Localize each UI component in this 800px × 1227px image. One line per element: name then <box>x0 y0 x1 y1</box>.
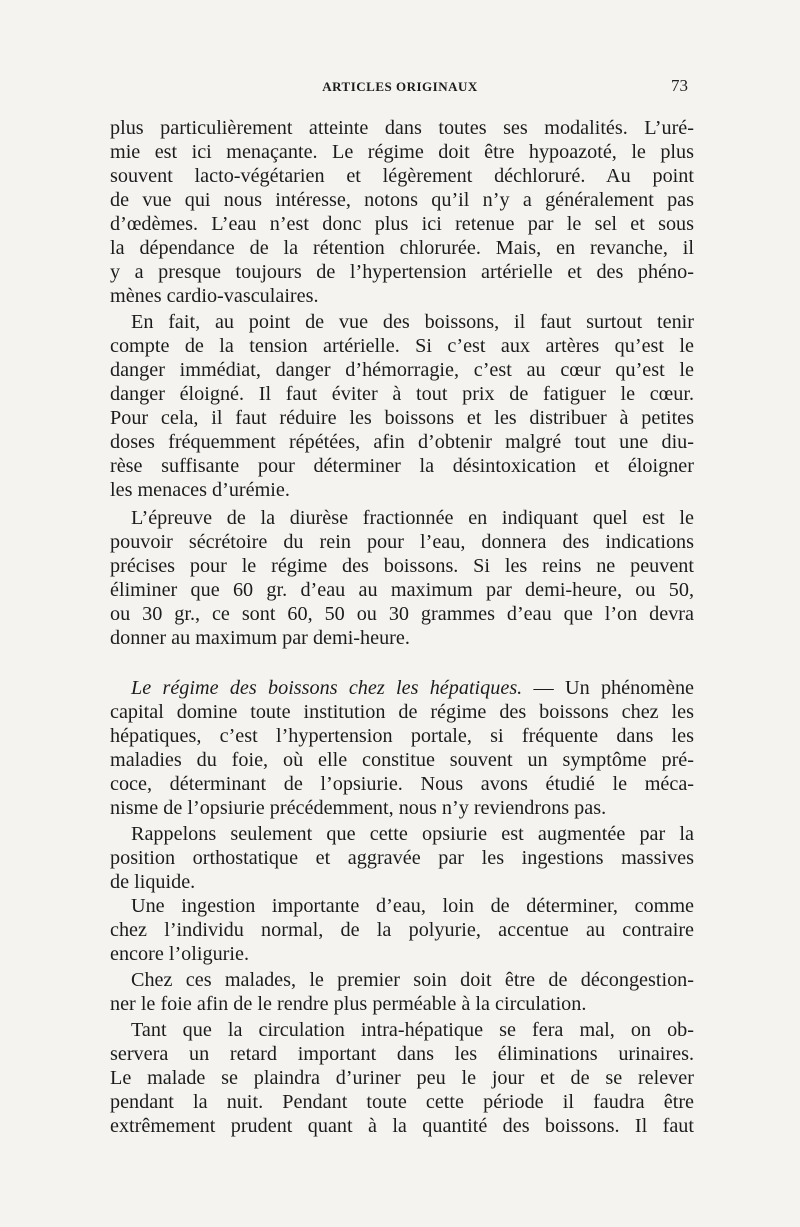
text-line: mie est ici menaçante. Le régime doit être hypoazoté, le plus <box>110 141 694 163</box>
text-line: compte de la tension artérielle. Si c’est aux artères qu’est le <box>110 335 694 357</box>
text-line: rèse suffisante pour déterminer la désintoxication et éloigner <box>110 455 694 477</box>
text-line: plus particulièrement atteinte dans toutes ses modalités. L’uré- <box>110 117 694 139</box>
text-line: doses fréquemment répétées, afin d’obtenir malgré tout une diu- <box>110 431 694 453</box>
text-line: Une ingestion importante d’eau, loin de déterminer, comme <box>131 895 694 917</box>
text-line: Pour cela, il faut réduire les boissons et les distribuer à petites <box>110 407 694 429</box>
text-line: L’épreuve de la diurèse fractionnée en indiquant quel est le <box>131 507 694 529</box>
text-line: chez l’individu normal, de la polyurie, accentue au contraire <box>110 919 694 941</box>
text-line: servera un retard important dans les éliminations urinaires. <box>110 1043 694 1065</box>
text-line: de vue qui nous intéresse, notons qu’il n’y a généralement pas <box>110 189 694 211</box>
text-line: ner le foie afin de le rendre plus perméable à la circulation. <box>110 993 587 1015</box>
section-heading-line <box>131 676 694 700</box>
text-line: de liquide. <box>110 871 196 893</box>
text-line: nisme de l’opsiurie précédemment, nous n’y reviendrons pas. <box>110 797 607 819</box>
text-line: ou 30 gr., ce sont 60, 50 ou 30 grammes d’eau que l’on devra <box>110 603 694 625</box>
section-heading: Le régime des boissons chez les hépatiques. <box>131 677 523 699</box>
text-line: En fait, au point de vue des boissons, il faut surtout tenir <box>131 311 694 333</box>
text-line: pouvoir sécrétoire du rein pour l’eau, donnera des indications <box>110 531 694 553</box>
running-header: ARTICLES ORIGINAUX <box>322 79 478 94</box>
text-line: donner au maximum par demi-heure. <box>110 627 410 649</box>
page-number: 73 <box>671 76 688 95</box>
text-line: Le malade se plaindra d’uriner peu le jour et de se relever <box>110 1067 694 1089</box>
text-line: la dépendance de la rétention chlorurée. Mais, en revanche, il <box>110 237 694 259</box>
text-line: mènes cardio-vasculaires. <box>110 285 319 307</box>
text-line: capital domine toute institution de régime des boissons chez les <box>110 701 694 723</box>
text-line: y a presque toujours de l’hypertension artérielle et des phéno- <box>110 261 694 283</box>
text-line: Rappelons seulement que cette opsiurie est augmentée par la <box>131 823 694 845</box>
text-line: précises pour le régime des boissons. Si les reins ne peuvent <box>110 555 694 577</box>
text-line: coce, déterminant de l’opsiurie. Nous avons étudié le méca- <box>110 773 694 795</box>
text-line: souvent lacto-végétarien et légèrement déchloruré. Au point <box>110 165 694 187</box>
text-line: encore l’oligurie. <box>110 943 250 965</box>
text-line: danger immédiat, danger d’hémorragie, c’est au cœur qu’est le <box>110 359 694 381</box>
text-line: Chez ces malades, le premier soin doit être de décongestion- <box>131 969 694 991</box>
text-line: hépatiques, c’est l’hypertension portale, si fréquente dans les <box>110 725 694 747</box>
text-line: maladies du foie, où elle constitue souvent un symptôme pré- <box>110 749 694 771</box>
text-line: Tant que la circulation intra-hépatique se fera mal, on ob- <box>131 1019 694 1041</box>
text-line: danger éloigné. Il faut éviter à tout prix de fatiguer le cœur. <box>110 383 694 405</box>
text-line: extrêmement prudent quant à la quantité des boissons. Il faut <box>110 1115 694 1137</box>
text-line: les menaces d’urémie. <box>110 479 290 501</box>
text-line: d’œdèmes. L’eau n’est donc plus ici retenue par le sel et sous <box>110 213 694 235</box>
text-line: éliminer que 60 gr. d’eau au maximum par demi-heure, ou 50, <box>110 579 694 601</box>
text-line: position orthostatique et aggravée par les ingestions massives <box>110 847 694 869</box>
text-line-continuation: — Un phénomène <box>522 677 695 699</box>
text-line: pendant la nuit. Pendant toute cette période il faudra être <box>110 1091 694 1113</box>
